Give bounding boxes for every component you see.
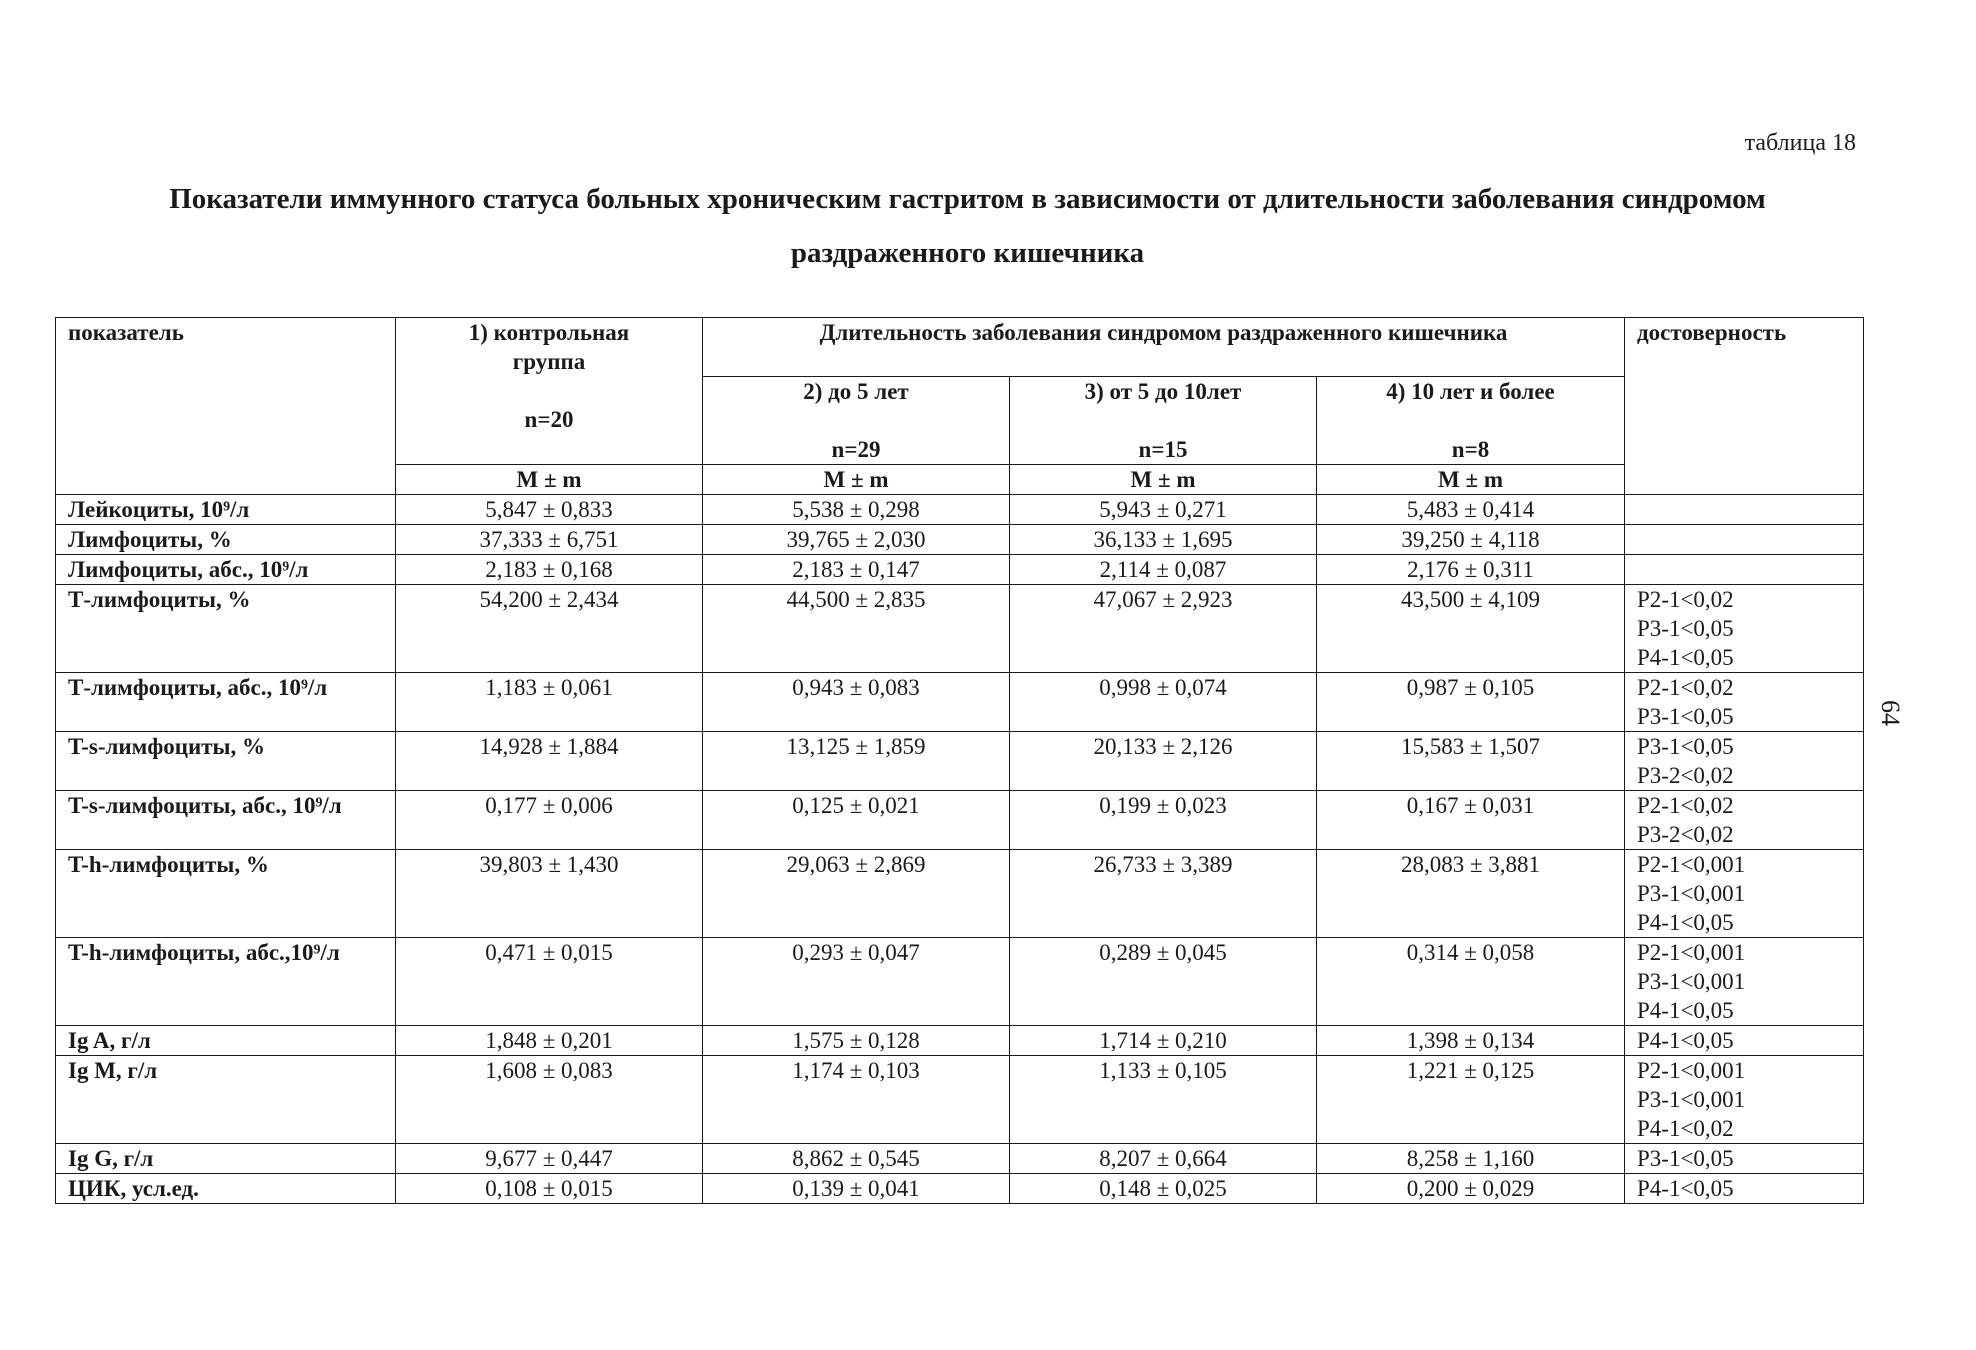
value-cell: 44,500 ± 2,835 xyxy=(703,585,1010,673)
value-cell: 47,067 ± 2,923 xyxy=(1010,585,1317,673)
value-cell: 0,289 ± 0,045 xyxy=(1010,938,1317,1026)
table-row xyxy=(56,673,1864,732)
value-cell: 2,114 ± 0,087 xyxy=(1010,555,1317,585)
row-parameter: Ig M, г/л xyxy=(56,1056,396,1144)
header-significance: достоверность xyxy=(1625,318,1864,495)
significance-cell xyxy=(1625,732,1864,791)
table-row xyxy=(56,850,1864,938)
value-cell: 0,943 ± 0,083 xyxy=(703,673,1010,732)
significance-value: P3-1<0,05 xyxy=(1637,1146,1734,1171)
row-parameter: T-h-лимфоциты, абс.,10⁹/л xyxy=(56,938,396,1026)
value-cell: 1,133 ± 0,105 xyxy=(1010,1056,1317,1144)
significance-value: P3-1<0,05 xyxy=(1637,734,1734,759)
header-row-1 xyxy=(56,318,1864,377)
value-cell: 37,333 ± 6,751 xyxy=(396,525,703,555)
significance-value: P4-1<0,02 xyxy=(1637,1116,1734,1141)
significance-cell xyxy=(1625,938,1864,1026)
significance-cell xyxy=(1625,673,1864,732)
value-cell: 13,125 ± 1,859 xyxy=(703,732,1010,791)
value-cell: 0,314 ± 0,058 xyxy=(1317,938,1625,1026)
value-cell: 39,765 ± 2,030 xyxy=(703,525,1010,555)
table-body xyxy=(56,318,1864,1204)
significance-cell xyxy=(1625,791,1864,850)
value-cell: 0,139 ± 0,041 xyxy=(703,1174,1010,1204)
value-cell: 1,848 ± 0,201 xyxy=(396,1026,703,1056)
value-cell: 36,133 ± 1,695 xyxy=(1010,525,1317,555)
header-group-3 xyxy=(1010,377,1317,465)
significance-cell xyxy=(1625,1026,1864,1056)
value-cell: 1,714 ± 0,210 xyxy=(1010,1026,1317,1056)
header-group-4-n: n=8 xyxy=(1451,437,1490,462)
value-cell: 0,125 ± 0,021 xyxy=(703,791,1010,850)
header-control-n: n=20 xyxy=(524,407,574,432)
row-parameter: T-s-лимфоциты, % xyxy=(56,732,396,791)
significance-value: P3-2<0,02 xyxy=(1637,822,1734,847)
value-cell: 54,200 ± 2,434 xyxy=(396,585,703,673)
title-line-1: Показатели иммунного статуса больных хроническим гастритом в зависимости от длительности заболевания синдромом xyxy=(169,183,1766,215)
table-row xyxy=(56,1056,1864,1144)
significance-value: P2-1<0,001 xyxy=(1637,852,1746,877)
page-title xyxy=(70,172,1865,280)
value-cell: 0,987 ± 0,105 xyxy=(1317,673,1625,732)
row-parameter: Ig G, г/л xyxy=(56,1144,396,1174)
value-cell: 2,176 ± 0,311 xyxy=(1317,555,1625,585)
value-cell: 0,471 ± 0,015 xyxy=(396,938,703,1026)
value-cell: 9,677 ± 0,447 xyxy=(396,1144,703,1174)
table-row xyxy=(56,495,1864,525)
value-cell: 8,862 ± 0,545 xyxy=(703,1144,1010,1174)
table-row xyxy=(56,938,1864,1026)
value-cell: 0,293 ± 0,047 xyxy=(703,938,1010,1026)
header-control-label: 1) контрольная группа xyxy=(468,320,630,374)
value-cell: 5,847 ± 0,833 xyxy=(396,495,703,525)
significance-value: P2-1<0,001 xyxy=(1637,1058,1746,1083)
significance-value: P2-1<0,02 xyxy=(1637,587,1734,612)
value-cell: 1,608 ± 0,083 xyxy=(396,1056,703,1144)
value-cell: 0,148 ± 0,025 xyxy=(1010,1174,1317,1204)
value-cell: 0,998 ± 0,074 xyxy=(1010,673,1317,732)
value-cell: 8,207 ± 0,664 xyxy=(1010,1144,1317,1174)
row-parameter: T-s-лимфоциты, абс., 10⁹/л xyxy=(56,791,396,850)
value-cell: 39,250 ± 4,118 xyxy=(1317,525,1625,555)
row-parameter: Лимфоциты, % xyxy=(56,525,396,555)
significance-value: P4-1<0,05 xyxy=(1637,645,1734,670)
significance-value: P3-1<0,001 xyxy=(1637,1087,1746,1112)
value-cell: 1,398 ± 0,134 xyxy=(1317,1026,1625,1056)
significance-value: P3-1<0,001 xyxy=(1637,969,1746,994)
value-cell: 43,500 ± 4,109 xyxy=(1317,585,1625,673)
header-group-4-label: 4) 10 лет и более xyxy=(1386,379,1555,404)
header-control xyxy=(396,318,703,465)
value-cell: 5,538 ± 0,298 xyxy=(703,495,1010,525)
header-group-3-n: n=15 xyxy=(1138,437,1188,462)
row-parameter: Лейкоциты, 10⁹/л xyxy=(56,495,396,525)
significance-value: P4-1<0,05 xyxy=(1637,1176,1734,1201)
header-mm-4: M ± m xyxy=(1317,465,1625,495)
header-mm-1: M ± m xyxy=(396,465,703,495)
table-row xyxy=(56,1026,1864,1056)
value-cell: 28,083 ± 3,881 xyxy=(1317,850,1625,938)
value-cell: 0,167 ± 0,031 xyxy=(1317,791,1625,850)
value-cell: 15,583 ± 1,507 xyxy=(1317,732,1625,791)
page-number: 64 xyxy=(1876,700,1905,726)
table-row xyxy=(56,732,1864,791)
row-parameter: Т-лимфоциты, % xyxy=(56,585,396,673)
significance-cell xyxy=(1625,555,1864,585)
table-row xyxy=(56,525,1864,555)
value-cell: 0,200 ± 0,029 xyxy=(1317,1174,1625,1204)
row-parameter: T-h-лимфоциты, % xyxy=(56,850,396,938)
row-parameter: Ig A, г/л xyxy=(56,1026,396,1056)
value-cell: 26,733 ± 3,389 xyxy=(1010,850,1317,938)
value-cell: 1,221 ± 0,125 xyxy=(1317,1056,1625,1144)
header-group-2 xyxy=(703,377,1010,465)
immune-status-table xyxy=(55,317,1864,1204)
significance-value: P2-1<0,02 xyxy=(1637,675,1734,700)
header-param: показатель xyxy=(56,318,396,495)
table-caption: таблица 18 xyxy=(1744,130,1856,156)
header-mm-3: M ± m xyxy=(1010,465,1317,495)
value-cell: 2,183 ± 0,168 xyxy=(396,555,703,585)
significance-value: P4-1<0,05 xyxy=(1637,910,1734,935)
value-cell: 0,177 ± 0,006 xyxy=(396,791,703,850)
significance-cell xyxy=(1625,1144,1864,1174)
significance-value: P4-1<0,05 xyxy=(1637,998,1734,1023)
significance-value: P3-1<0,05 xyxy=(1637,704,1734,729)
value-cell: 0,108 ± 0,015 xyxy=(396,1174,703,1204)
header-mm-2: M ± m xyxy=(703,465,1010,495)
significance-cell xyxy=(1625,1174,1864,1204)
significance-value: P3-2<0,02 xyxy=(1637,763,1734,788)
header-group-2-label: 2) до 5 лет xyxy=(803,379,909,404)
value-cell: 39,803 ± 1,430 xyxy=(396,850,703,938)
value-cell: 20,133 ± 2,126 xyxy=(1010,732,1317,791)
value-cell: 5,943 ± 0,271 xyxy=(1010,495,1317,525)
value-cell: 1,174 ± 0,103 xyxy=(703,1056,1010,1144)
value-cell: 8,258 ± 1,160 xyxy=(1317,1144,1625,1174)
significance-value: P3-1<0,05 xyxy=(1637,616,1734,641)
value-cell: 1,575 ± 0,128 xyxy=(703,1026,1010,1056)
table-row xyxy=(56,555,1864,585)
significance-cell xyxy=(1625,585,1864,673)
value-cell: 0,199 ± 0,023 xyxy=(1010,791,1317,850)
table-row xyxy=(56,1144,1864,1174)
significance-value: P2-1<0,02 xyxy=(1637,793,1734,818)
header-group-2-n: n=29 xyxy=(831,437,881,462)
value-cell: 2,183 ± 0,147 xyxy=(703,555,1010,585)
row-parameter: Лимфоциты, абс., 10⁹/л xyxy=(56,555,396,585)
significance-cell xyxy=(1625,1056,1864,1144)
header-duration: Длительность заболевания синдромом раздраженного кишечника xyxy=(703,318,1625,377)
significance-value: P3-1<0,001 xyxy=(1637,881,1746,906)
title-line-2: раздраженного кишечника xyxy=(790,237,1145,269)
row-parameter: Т-лимфоциты, абс., 10⁹/л xyxy=(56,673,396,732)
header-group-4 xyxy=(1317,377,1625,465)
value-cell: 5,483 ± 0,414 xyxy=(1317,495,1625,525)
value-cell: 29,063 ± 2,869 xyxy=(703,850,1010,938)
header-group-3-label: 3) от 5 до 10лет xyxy=(1084,379,1242,404)
significance-value: P2-1<0,001 xyxy=(1637,940,1746,965)
table-row xyxy=(56,791,1864,850)
value-cell: 1,183 ± 0,061 xyxy=(396,673,703,732)
table-row xyxy=(56,1174,1864,1204)
significance-cell xyxy=(1625,850,1864,938)
significance-cell xyxy=(1625,525,1864,555)
significance-cell xyxy=(1625,495,1864,525)
value-cell: 14,928 ± 1,884 xyxy=(396,732,703,791)
row-parameter: ЦИК, усл.ед. xyxy=(56,1174,396,1204)
table-row xyxy=(56,585,1864,673)
significance-value: P4-1<0,05 xyxy=(1637,1028,1734,1053)
